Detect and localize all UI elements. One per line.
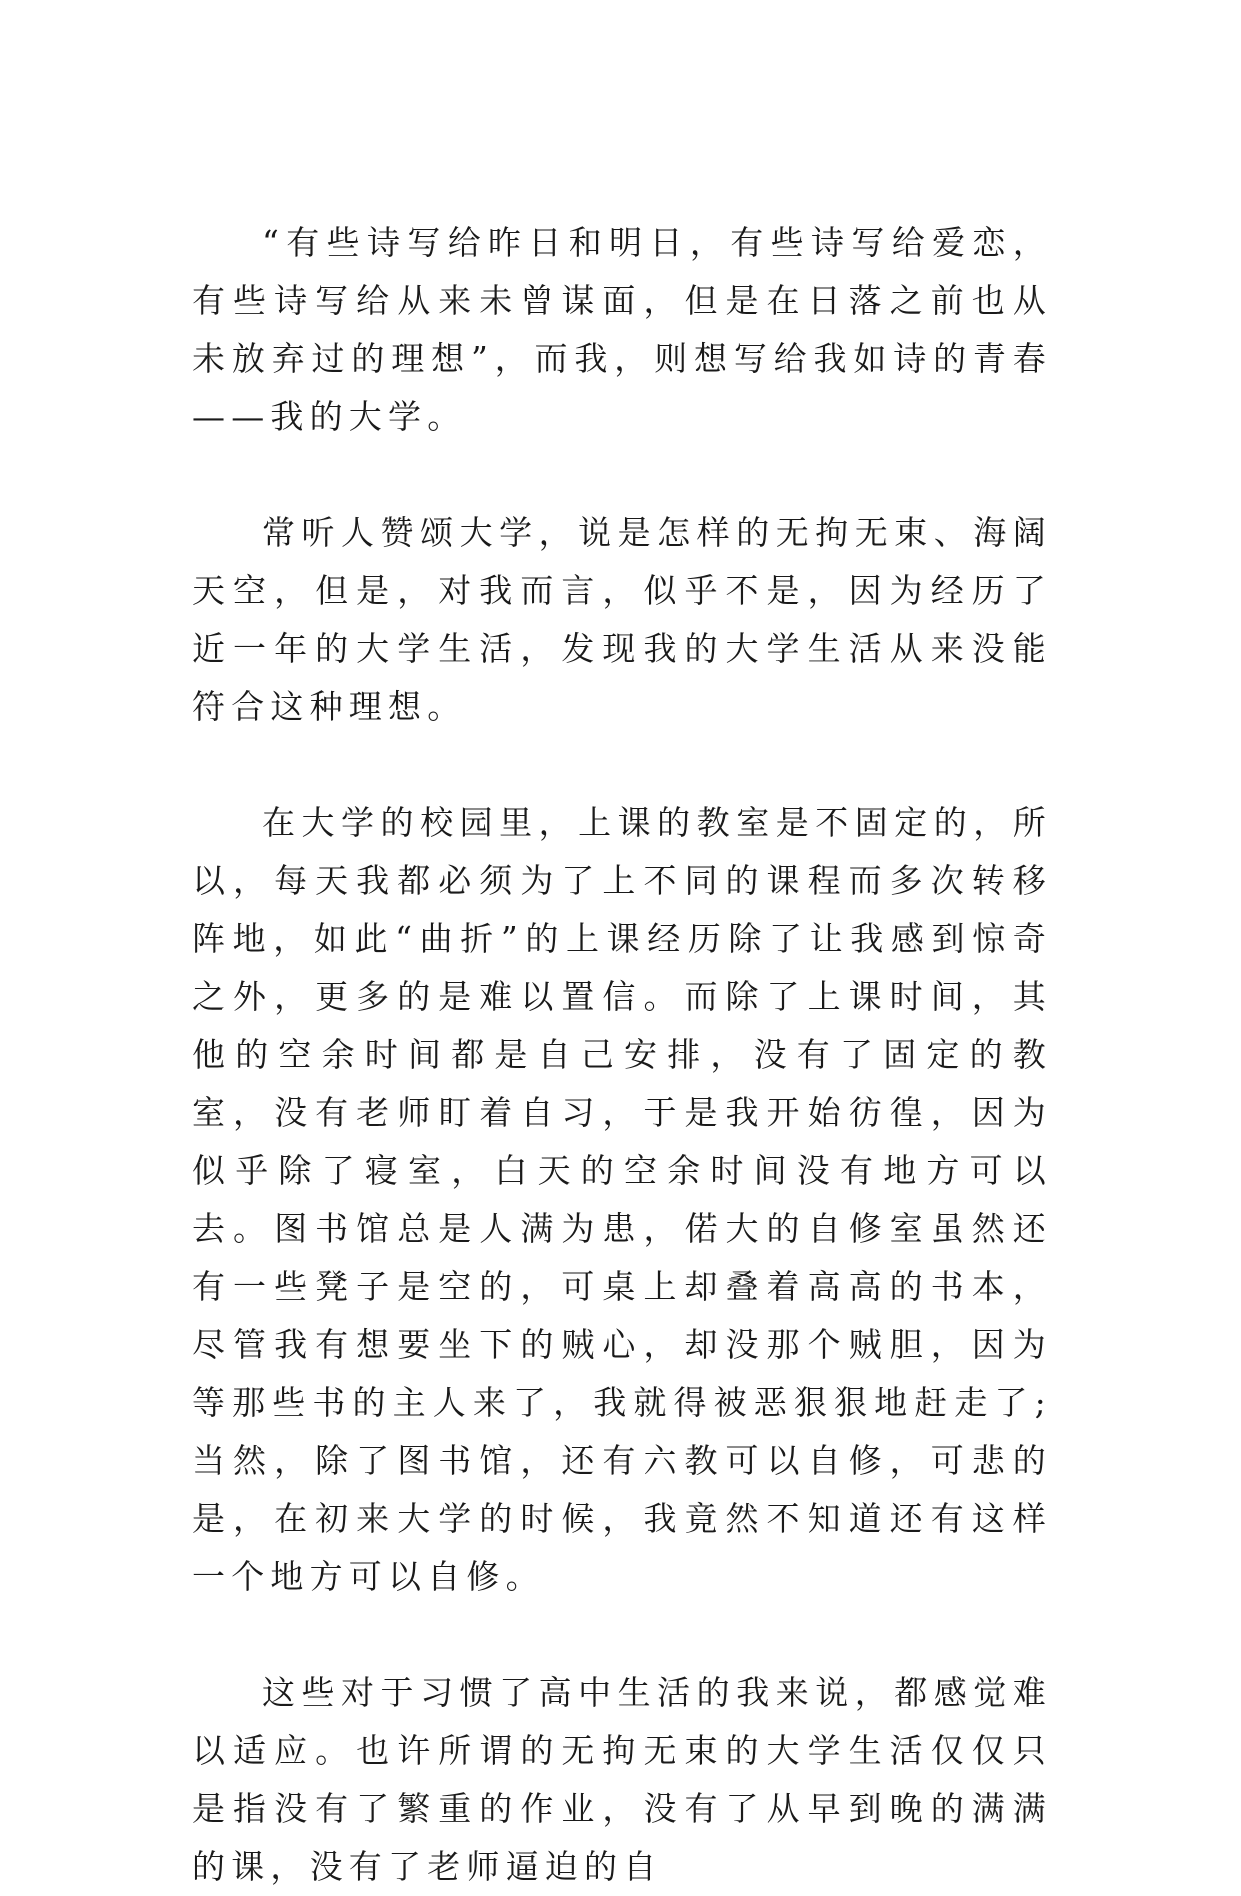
paragraph-praise: 常听人赞颂大学，说是怎样的无拘无束、海阔天空，但是，对我而言，似乎不是，因为经历了近一年的大学生活，发现我的大学生活从来没能符合这种理想。 (192, 513, 1052, 726)
paragraph-adapt: 这些对于习惯了高中生活的我来说，都感觉难以适应。也许所谓的无拘无束的大学生活仅仅只是指没有了繁重的作业，没有了从早到晚的满满的课，没有了老师逼迫的自 (192, 1673, 1052, 1886)
paragraph-campus: 在大学的校园里，上课的教室是不固定的，所以，每天我都必须为了上不同的课程而多次转移阵地，如此“曲折”的上课经历除了让我感到惊奇之外，更多的是难以置信。而除了上课时间，其他的空余时间都是自己安排，没有了固定的教室，没有老师盯着自习，于是我开始彷徨，因为似乎除了寝室，白天的空余时间没有地方可以去。图书馆总是人满为患，偌大的自修室虽然还有一些凳子是空的，可桌上却叠着高高的书本，尽管我有想要坐下的贼心，却没那个贼胆，因为等那些书的主人来了，我就得被恶狠狠地赶走了;当然，除了图书馆，还有六教可以自修，可悲的是，在初来大学的时候，我竟然不知道还有这样一个地方可以自修。 (192, 803, 1052, 1596)
document-body (192, 214, 1052, 1896)
paragraph-intro: “有些诗写给昨日和明日，有些诗写给爱恋，有些诗写给从来未曾谋面，但是在日落之前也从未放弃过的理想”，而我，则想写给我如诗的青春——我的大学。 (192, 223, 1052, 436)
